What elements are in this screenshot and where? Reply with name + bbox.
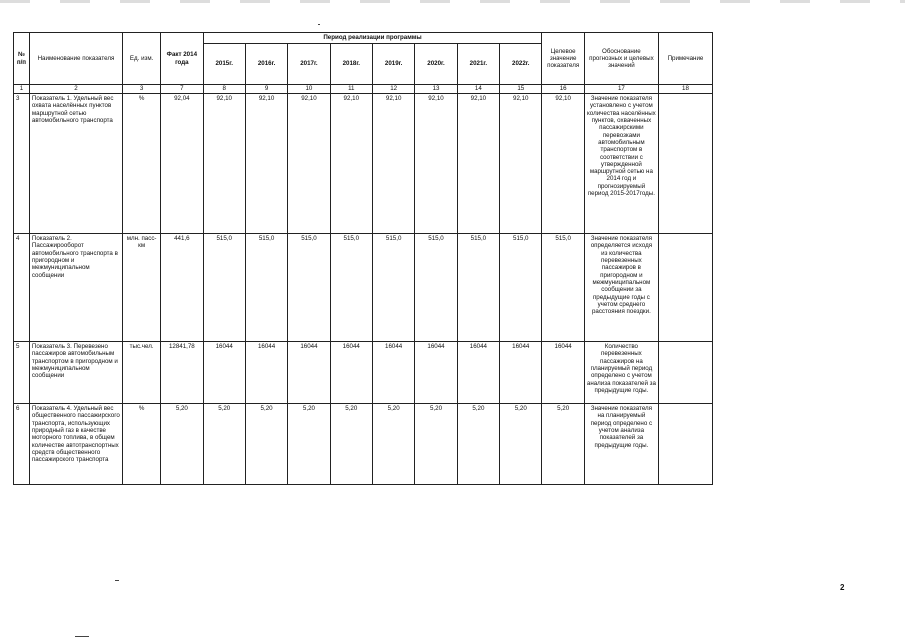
- column-number: 15: [500, 85, 542, 94]
- column-number: 10: [288, 85, 330, 94]
- header-name: Наименование показателя: [29, 33, 122, 85]
- row-no: 6: [14, 404, 30, 485]
- row-name: Показатель 2. Пассажирооборот автомобильного транспорта в пригородном и межмуниципальном сообщении: [29, 234, 122, 342]
- column-number: 11: [330, 85, 372, 94]
- header-year: 2019г.: [372, 44, 414, 85]
- row-value: 92,10: [372, 94, 414, 234]
- row-note: [658, 404, 712, 485]
- header-target: Целевое значение показателя: [542, 33, 584, 85]
- row-value: 92,10: [415, 94, 457, 234]
- header-year: 2017г.: [288, 44, 330, 85]
- column-number: 16: [542, 85, 584, 94]
- row-value: 5,20: [500, 404, 542, 485]
- row-fact: 12841,78: [161, 342, 203, 404]
- column-number: 2: [29, 85, 122, 94]
- row-value: 5,20: [457, 404, 499, 485]
- scan-artifact: [0, 0, 905, 3]
- row-value: 5,20: [330, 404, 372, 485]
- row-name: Показатель 3. Перевезено пассажиров автомобильным транспортом в пригородном и межмуниципальном сообщении: [29, 342, 122, 404]
- header-year: 2021г.: [457, 44, 499, 85]
- indicators-table: [13, 32, 713, 485]
- row-name: Показатель 1. Удельный вес охвата населённых пунктов маршрутной сетью автомобильного транспорта: [29, 94, 122, 234]
- row-value: 16044: [415, 342, 457, 404]
- row-no: 5: [14, 342, 30, 404]
- row-no: 3: [14, 94, 30, 234]
- row-justification: Значение показателя на планируемый период определено с учетом анализа показателей за предыдущие годы.: [584, 404, 658, 485]
- row-target: 5,20: [542, 404, 584, 485]
- row-target: 92,10: [542, 94, 584, 234]
- row-name: Показатель 4. Удельный вес общественного пассажирского транспорта, использующих природный газ в качестве моторного топлива, в общем количестве автотранспортных средств общественного пассажирского транспорта: [29, 404, 122, 485]
- table-row: [14, 404, 713, 485]
- row-value: 5,20: [288, 404, 330, 485]
- row-target: 515,0: [542, 234, 584, 342]
- scan-speck: [75, 636, 89, 637]
- row-value: 16044: [372, 342, 414, 404]
- column-number: 7: [161, 85, 203, 94]
- row-note: [658, 94, 712, 234]
- header-fact: Факт 2014 года: [161, 33, 203, 85]
- row-value: 5,20: [372, 404, 414, 485]
- row-fact: 92,04: [161, 94, 203, 234]
- header-year: 2018г.: [330, 44, 372, 85]
- row-fact: 5,20: [161, 404, 203, 485]
- row-value: 515,0: [457, 234, 499, 342]
- row-value: 5,20: [245, 404, 287, 485]
- row-value: 515,0: [330, 234, 372, 342]
- header-year: 2016г.: [245, 44, 287, 85]
- row-value: 16044: [500, 342, 542, 404]
- row-value: 92,10: [203, 94, 245, 234]
- row-no: 4: [14, 234, 30, 342]
- header-no: № п/п: [14, 33, 30, 85]
- row-justification: Количество перевезенных пассажиров на планируемый период определено с учетом анализа показателей за предыдущие годы.: [584, 342, 658, 404]
- scan-speck: [115, 580, 119, 581]
- header-year: 2020г.: [415, 44, 457, 85]
- column-number: 17: [584, 85, 658, 94]
- column-number: 3: [123, 85, 161, 94]
- column-number: 14: [457, 85, 499, 94]
- row-fact: 441,6: [161, 234, 203, 342]
- row-value: 16044: [245, 342, 287, 404]
- scan-speck: [318, 24, 320, 25]
- row-value: 92,10: [245, 94, 287, 234]
- row-value: 515,0: [203, 234, 245, 342]
- page-number: 2: [840, 583, 845, 592]
- row-value: 5,20: [415, 404, 457, 485]
- row-value: 515,0: [500, 234, 542, 342]
- row-unit: %: [123, 404, 161, 485]
- header-unit: Ед. изм.: [123, 33, 161, 85]
- row-note: [658, 342, 712, 404]
- column-number: 18: [658, 85, 712, 94]
- row-justification: Значение показателя определяется исходя из количества перевезенных пассажиров в пригородном и межмуниципальном сообщении за предыдущие годы с учетом среднего расстояния поездки.: [584, 234, 658, 342]
- row-value: 515,0: [415, 234, 457, 342]
- header-period: Период реализации программы: [203, 33, 542, 44]
- row-value: 515,0: [288, 234, 330, 342]
- header-year: 2015г.: [203, 44, 245, 85]
- row-value: 16044: [457, 342, 499, 404]
- column-number: 8: [203, 85, 245, 94]
- row-value: 16044: [330, 342, 372, 404]
- row-value: 16044: [203, 342, 245, 404]
- header-note: Примечание: [658, 33, 712, 85]
- row-value: 92,10: [457, 94, 499, 234]
- column-number: 13: [415, 85, 457, 94]
- column-numbers-row: [14, 85, 713, 94]
- row-unit: %: [123, 94, 161, 234]
- table-row: [14, 234, 713, 342]
- row-note: [658, 234, 712, 342]
- table-row: [14, 342, 713, 404]
- row-value: 5,20: [203, 404, 245, 485]
- table-row: [14, 94, 713, 234]
- row-value: 92,10: [330, 94, 372, 234]
- row-value: 515,0: [245, 234, 287, 342]
- row-unit: млн. пасс-км: [123, 234, 161, 342]
- header-justification: Обоснование прогнозных и целевых значений: [584, 33, 658, 85]
- row-unit: тыс.чел.: [123, 342, 161, 404]
- row-value: 16044: [288, 342, 330, 404]
- row-value: 92,10: [500, 94, 542, 234]
- row-justification: Значение показателя установлено с учетом количества населённых пунктов, охваченных пассажирскими перевозками автомобильным транспортом в соответствии с утвержденной маршрутной сетью на 2014 год и прогнозируемый период 2015-2017годы.: [584, 94, 658, 234]
- column-number: 12: [372, 85, 414, 94]
- header-year: 2022г.: [500, 44, 542, 85]
- column-number: 9: [245, 85, 287, 94]
- column-number: 1: [14, 85, 30, 94]
- row-value: 515,0: [372, 234, 414, 342]
- row-value: 92,10: [288, 94, 330, 234]
- row-target: 16044: [542, 342, 584, 404]
